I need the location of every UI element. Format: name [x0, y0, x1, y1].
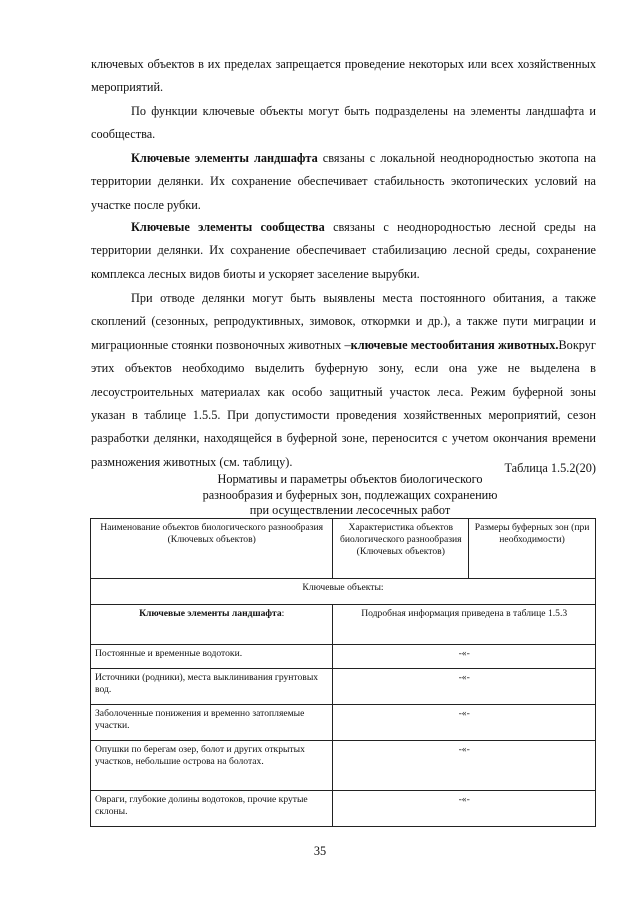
landscape-label-cell	[91, 605, 333, 645]
page-number: 35	[313, 844, 327, 858]
paragraph-body-start: При отводе делянки могут быть выявлены места постоянного обитания, а также скоплений (сезонных, репродуктивных, зимовок, откормки и др.), а также пути миграции и миграционные стоянки позвоночных животных –	[91, 291, 596, 352]
paragraph-text: ключевых объектов в их пределах запрещается проведение некоторых или всех хозяйственных мероприятий.	[91, 57, 596, 95]
header-cell: Размеры буферных зон (при необходимости)	[469, 519, 596, 579]
header-cell: Характеристика объектов биологического разнообразия (Ключевых объектов)	[333, 519, 469, 579]
table-title	[150, 472, 550, 519]
paragraph-community-elements	[91, 216, 596, 286]
row-value-cell: -«-	[333, 645, 596, 669]
paragraph-landscape-elements	[91, 147, 596, 217]
table-title-line: разнообразия и буферных зон, подлежащих сохранению	[202, 487, 498, 502]
row-value-cell: -«-	[333, 741, 596, 791]
table-title-line: Нормативы и параметры объектов биологического	[217, 472, 483, 486]
table-row	[91, 645, 596, 669]
row-value-cell: -«-	[333, 791, 596, 827]
landscape-colon: :	[281, 608, 285, 619]
table-title-line: при осуществлении лесосечных работ	[249, 503, 451, 517]
row-name-cell: Опушки по берегам озер, болот и других открытых участков, небольшие острова на болотах.	[91, 741, 333, 791]
paragraph-body: связаны с неоднородностью лесной среды на территории делянки. Их сохранение обеспечивает стабилизацию лесной среды, сохранение комплекса лесных видов биоты и ускоряет заселение вырубки.	[91, 220, 596, 281]
row-value-cell: -«-	[333, 705, 596, 741]
biodiversity-table	[90, 518, 596, 827]
table-number: Таблица 1.5.2(20)	[504, 461, 596, 475]
paragraph-text	[91, 287, 596, 474]
header-cell: Наименование объектов биологического разнообразия (Ключевых объектов)	[91, 519, 333, 579]
paragraph-text	[91, 147, 596, 217]
row-name-cell: Постоянные и временные водотоки.	[91, 645, 333, 669]
bold-term: Ключевые элементы ландшафта	[131, 151, 318, 165]
bold-term: Ключевые элементы сообщества	[131, 220, 325, 234]
paragraph-body: Вокруг этих объектов необходимо выделить буферную зону, если она уже не выделена в лесоустроительных материалах как особо защитный участок леса. Режим буферной зоны указан в таблице 1.5.5. При допустимости проведения хозяйственных мероприятий, сезон разработки делянки, находящейся в буферной зоне, переносится с учетом окончания времени размножения животных (см. таблицу).	[91, 337, 596, 469]
paragraph-text	[91, 216, 596, 286]
landscape-label: Ключевые элементы ландшафта	[139, 608, 282, 619]
table-row	[91, 741, 596, 791]
row-name-cell: Источники (родники), места выклинивания грунтовых вод.	[91, 669, 333, 705]
table-row	[91, 791, 596, 827]
paragraph-continuation	[91, 53, 596, 100]
table-row	[91, 669, 596, 705]
table-row	[91, 705, 596, 741]
table-row	[91, 605, 596, 645]
paragraph-functions	[91, 100, 596, 147]
bold-term: ключевые местообитания животных.	[350, 337, 559, 352]
paragraph-animal-habitats	[91, 287, 596, 474]
paragraph-text: По функции ключевые объекты могут быть подразделены на элементы ландшафта и сообщества.	[91, 104, 596, 142]
row-name-cell: Заболоченные понижения и временно затопляемые участки.	[91, 705, 333, 741]
table-header-row	[91, 519, 596, 579]
info-cell: Подробная информация приведена в таблице 1.5.3	[333, 605, 596, 645]
table-section-row	[91, 579, 596, 605]
section-cell: Ключевые объекты:	[91, 579, 596, 605]
paragraph-body: связаны с локальной неоднородностью экотопа на территории делянки. Их сохранение обеспечивает стабильность экотопических условий на участке после рубки.	[91, 151, 596, 212]
row-name-cell: Овраги, глубокие долины водотоков, прочие крутые склоны.	[91, 791, 333, 827]
row-value-cell: -«-	[333, 669, 596, 705]
